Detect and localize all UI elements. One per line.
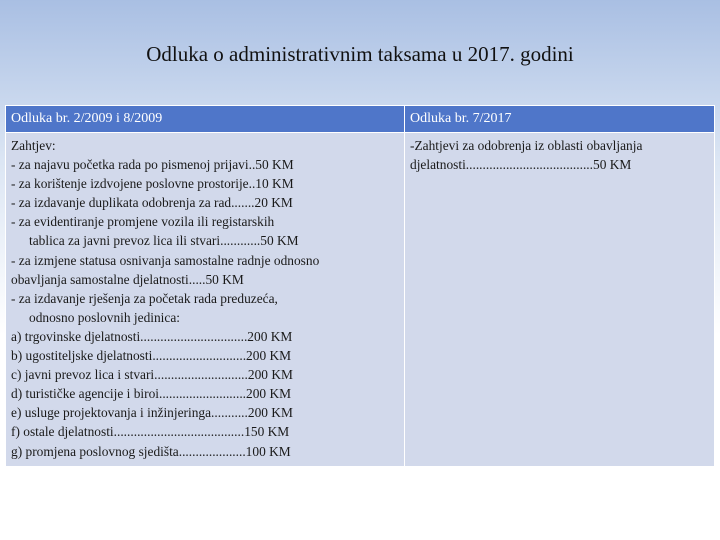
fees-table [5, 105, 715, 467]
fee-line: c) javni prevoz lica i stvari............................200 KM [11, 367, 293, 383]
fee-line: djelatnosti......................................50 KM [410, 157, 632, 173]
table-header-row [6, 106, 715, 133]
fee-line: -Zahtjevi za odobrenja iz oblasti obavljanja [410, 138, 643, 153]
fee-line: - za izdavanje rješenja za početak rada preduzeća, [11, 290, 278, 306]
fee-line: f) ostale djelatnosti.......................................150 KM [11, 424, 290, 440]
fee-line: - za evidentiranje promjene vozila ili registarskih [11, 214, 275, 230]
fee-line: d) turističke agencije i biroi..........................200 KM [11, 386, 292, 402]
fee-line: - za najavu početka rada po pismenoj prijavi..50 KM [11, 157, 294, 173]
fee-line: e) usluge projektovanja i inžinjeringa...........200 KM [11, 405, 293, 421]
right-fees-cell [405, 133, 715, 467]
table-body-row [6, 133, 715, 467]
fee-line: - za izmjene statusa osnivanja samostalne radnje odnosno [11, 252, 320, 268]
fee-line: a) trgovinske djelatnosti................................200 KM [11, 328, 293, 344]
header-cell-2009: Odluka br. 2/2009 i 8/2009 [6, 106, 405, 133]
header-cell-2017: Odluka br. 7/2017 [405, 106, 715, 133]
fee-line: g) promjena poslovnog sjedišta....................100 KM [11, 443, 291, 459]
slide-title: Odluka o administrativnim taksama u 2017. godini [146, 42, 574, 66]
right-fees-list [410, 136, 709, 174]
fee-line: Zahtjev: [11, 138, 56, 153]
left-fees-cell [6, 133, 405, 467]
fee-line: obavljanja samostalne djelatnosti.....50 KM [11, 271, 244, 287]
fee-line: - za izdavanje duplikata odobrenja za rad.......20 KM [11, 195, 293, 211]
fee-line: odnosno poslovnih jedinica: [29, 309, 181, 325]
fee-line: - za korištenje izdvojene poslovne prostorije..10 KM [11, 176, 294, 192]
left-fees-list [11, 136, 399, 461]
fee-line: tablica za javni prevoz lica ili stvari............50 KM [29, 233, 299, 249]
fee-line: b) ugostiteljske djelatnosti............................200 KM [11, 348, 292, 364]
